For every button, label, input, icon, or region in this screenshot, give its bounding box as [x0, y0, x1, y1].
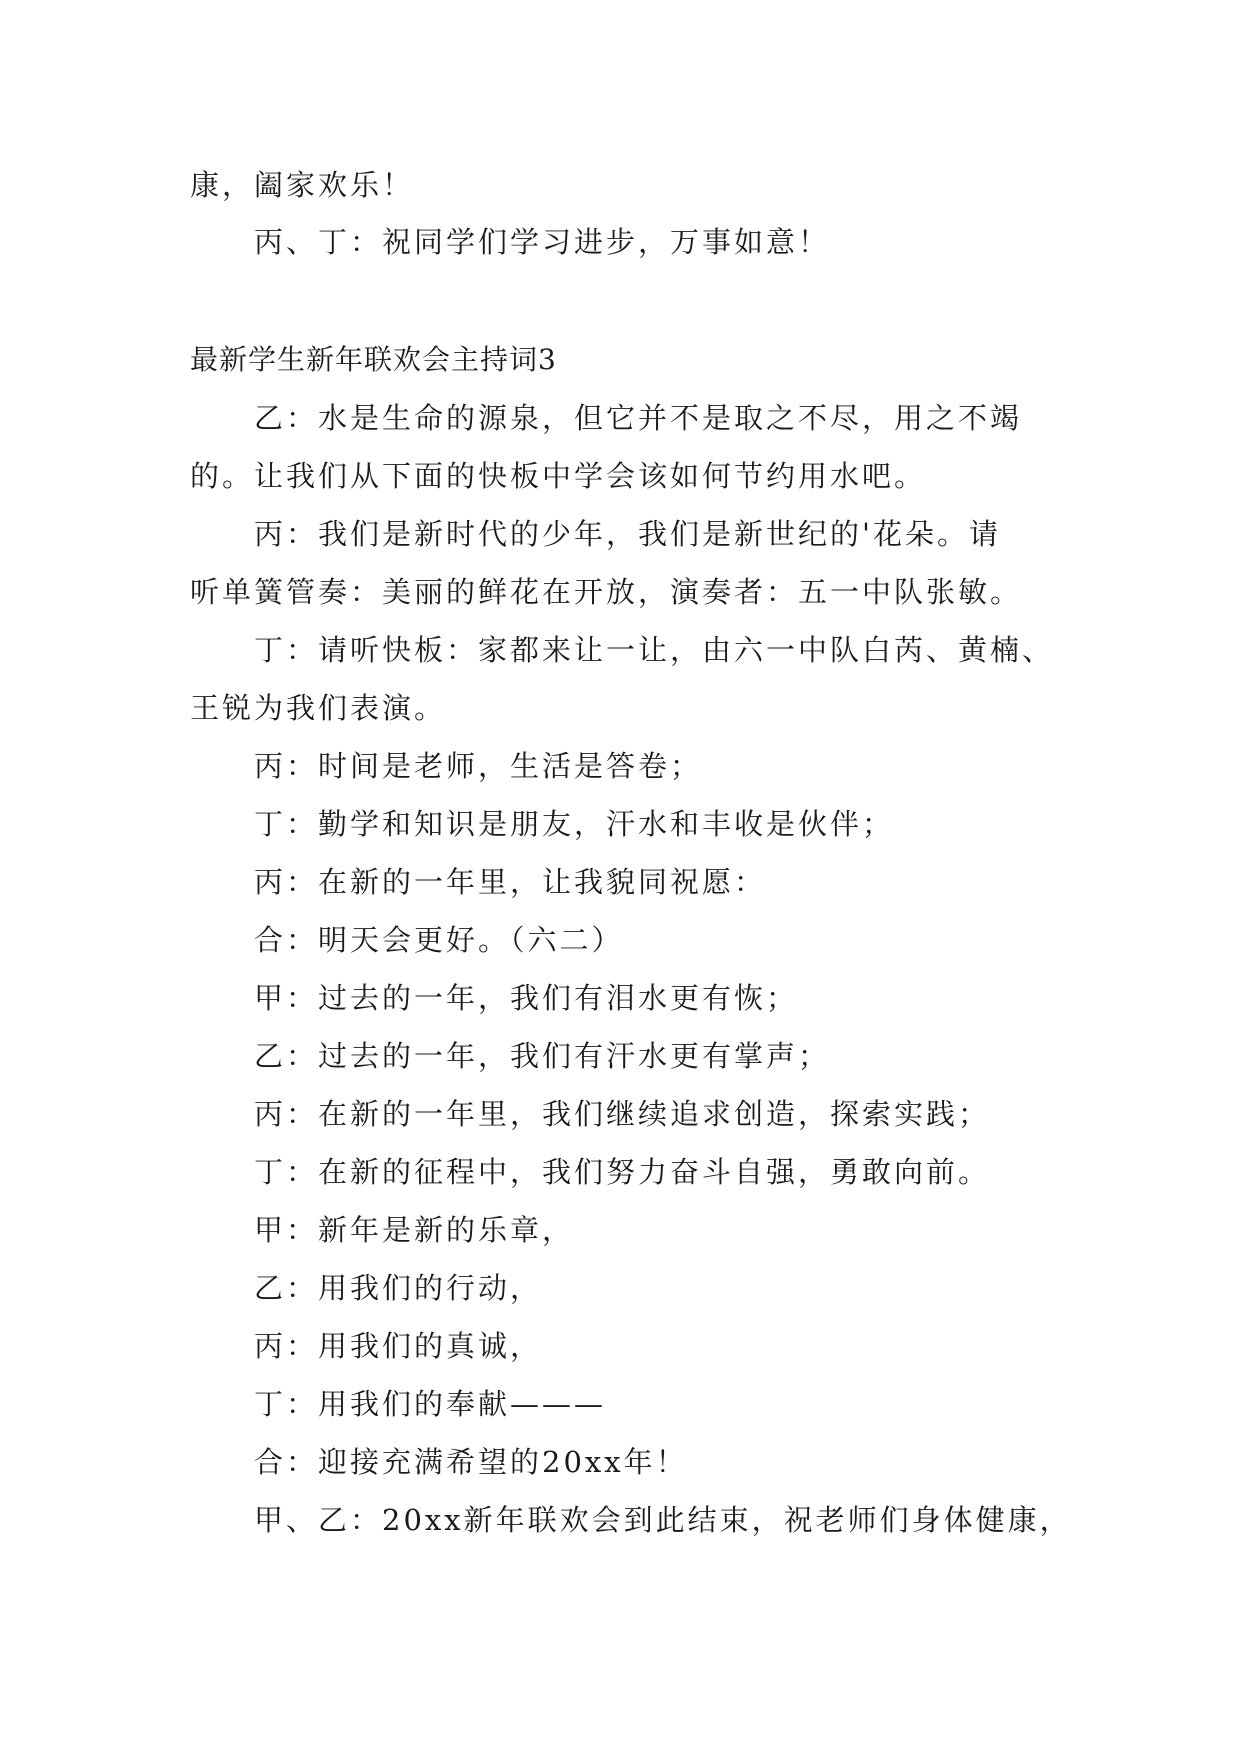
text-line: 乙：水是生命的源泉，但它并不是取之不尽，用之不竭: [254, 401, 1023, 435]
text-line: 王锐为我们表演。: [190, 691, 447, 725]
text-line: 甲：过去的一年，我们有泪水更有恢；: [254, 981, 799, 1015]
section-heading: 最新学生新年联欢会主持词3: [190, 343, 557, 376]
text-line: 的。让我们从下面的快板中学会该如何节约用水吧。: [190, 459, 927, 493]
text-line: 乙：过去的一年，我们有汗水更有掌声；: [254, 1039, 831, 1073]
text-line: 丙：在新的一年里，我们继续追求创造，探索实践；: [254, 1097, 991, 1131]
text-line: 康，阖家欢乐！: [190, 168, 415, 202]
text-line: 丙：用我们的真诚，: [254, 1329, 543, 1363]
text-line: 丁：用我们的奉献———: [254, 1387, 607, 1421]
text-line: 合：迎接充满希望的20xx年！: [254, 1445, 688, 1479]
text-line: 丙：时间是老师，生活是答卷；: [254, 749, 703, 783]
text-line: 丙、丁：祝同学们学习进步，万事如意！: [254, 225, 831, 259]
text-line: 甲：新年是新的乐章，: [254, 1213, 575, 1247]
text-line: 丁：在新的征程中，我们努力奋斗自强，勇敢向前。: [254, 1155, 991, 1189]
text-line: 乙：用我们的行动，: [254, 1271, 543, 1305]
text-line: 听单簧管奏：美丽的鲜花在开放，演奏者：五一中队张敏。: [190, 575, 1023, 609]
text-line: 丁：勤学和知识是朋友，汗水和丰收是伙伴；: [254, 807, 895, 841]
text-line: 丙：我们是新时代的少年，我们是新世纪的'花朵。请: [254, 517, 1001, 551]
text-line: 合：明天会更好。（六二）: [254, 923, 624, 957]
text-line: 甲、乙：20xx新年联欢会到此结束，祝老师们身体健康，: [254, 1503, 1072, 1537]
text-line: 丙：在新的一年里，让我貌同祝愿：: [254, 865, 767, 899]
text-line: 丁：请听快板：家都来让一让，由六一中队白芮、黄楠、: [254, 633, 1055, 667]
